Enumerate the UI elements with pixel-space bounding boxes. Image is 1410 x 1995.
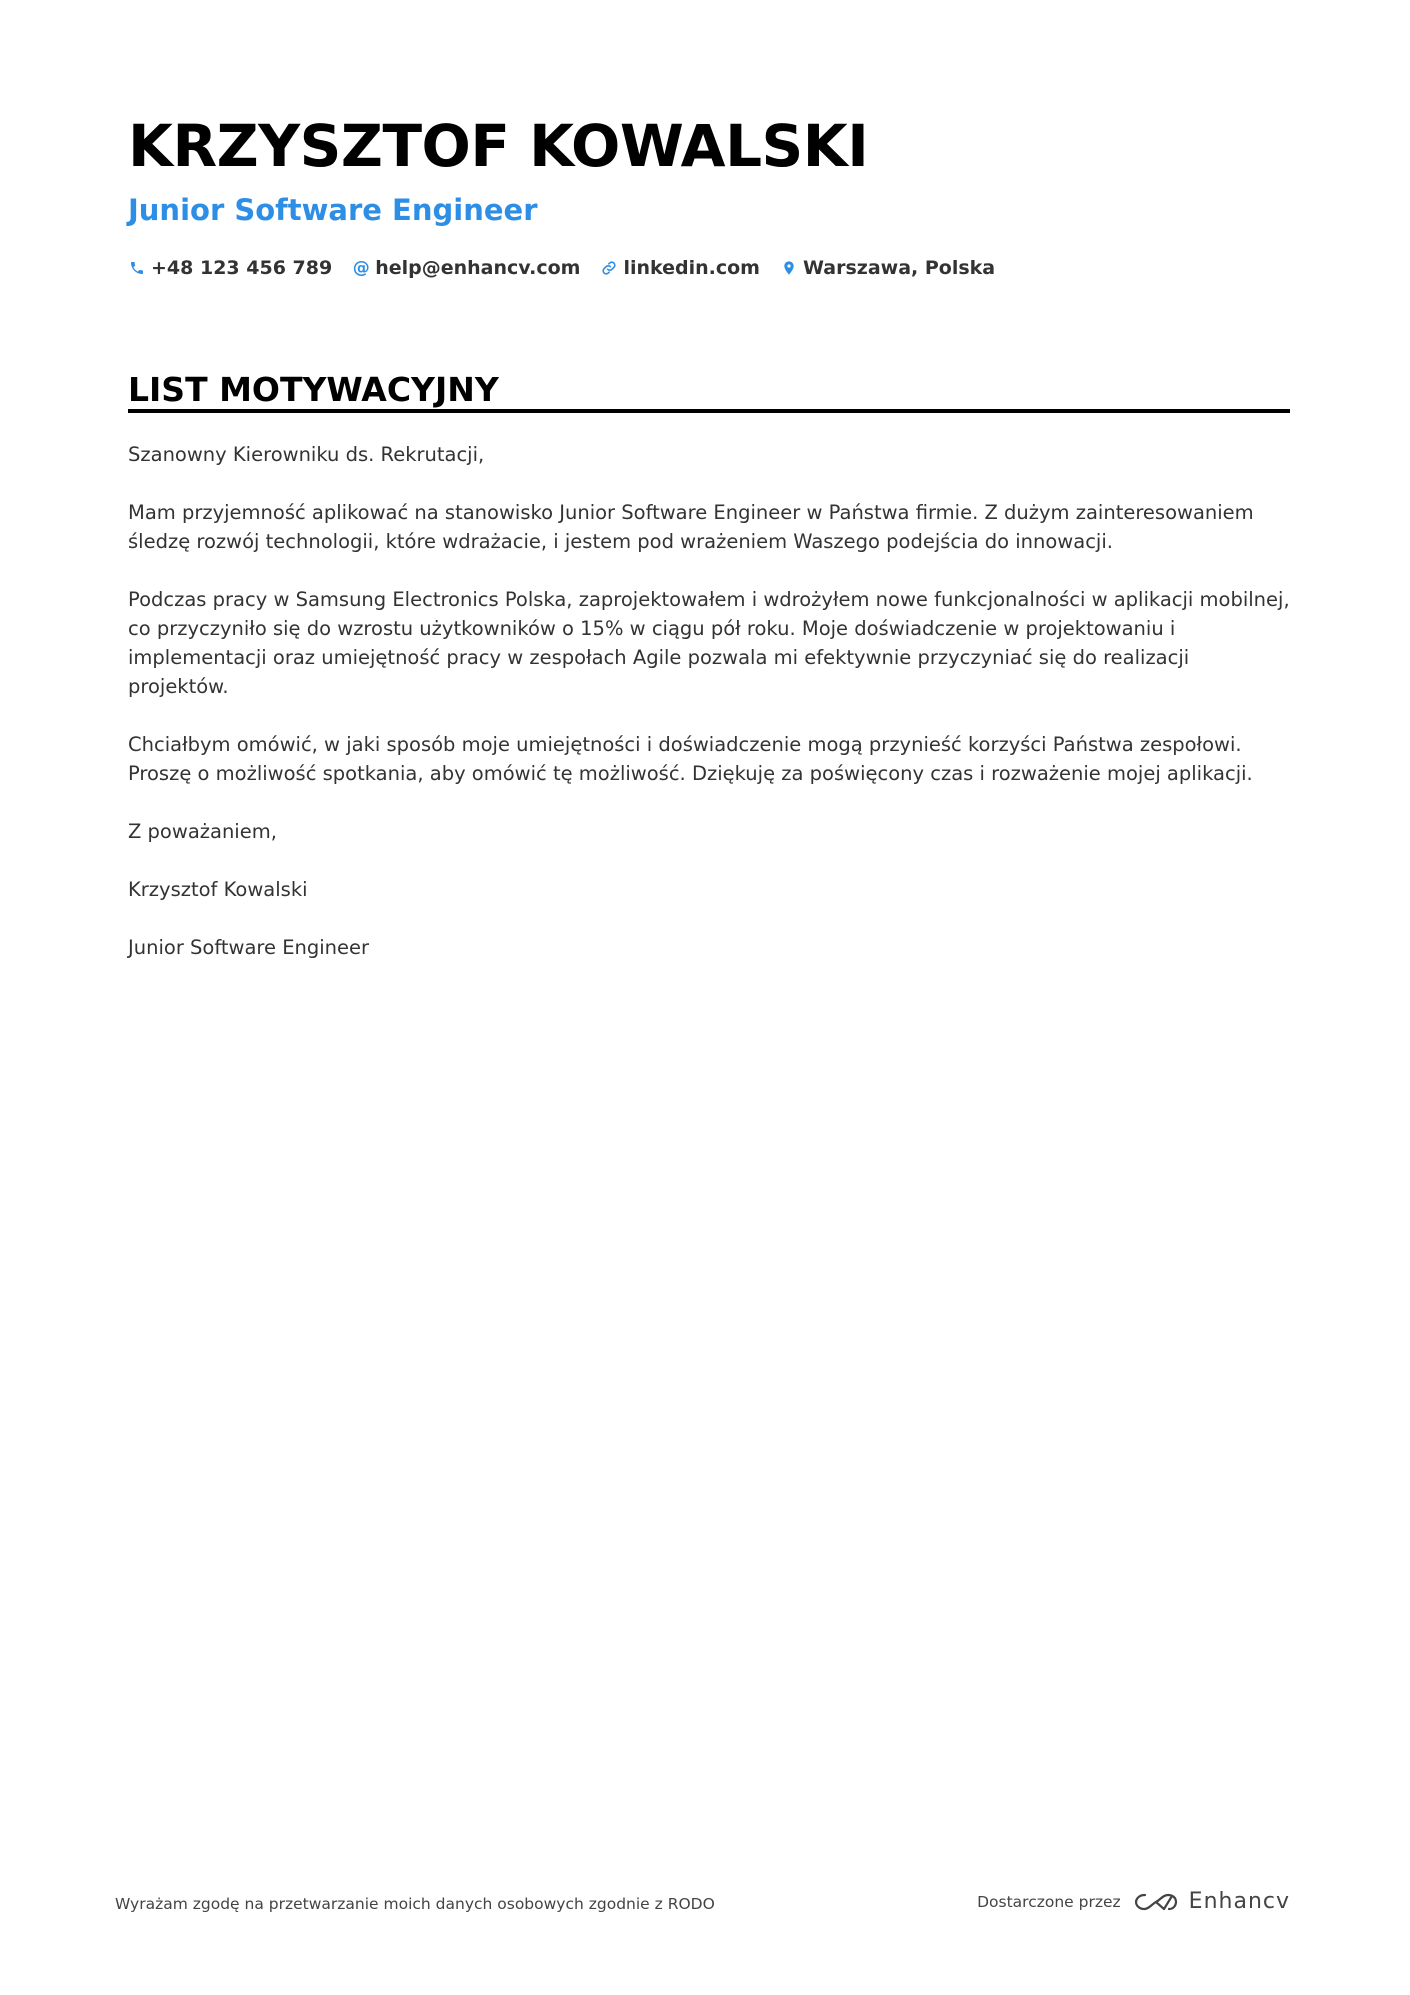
signature-title: Junior Software Engineer bbox=[128, 936, 370, 959]
letter-greeting: Szanowny Kierowniku ds. Rekrutacji, bbox=[128, 443, 485, 466]
cover-letter-page bbox=[128, 0, 1290, 1995]
letter-paragraph: Podczas pracy w Samsung Electronics Polska, zaprojektowałem i wdrożyłem nowe funkcjonalności w aplikacji mobilnej, co przyczyniło się do wzrostu użytkowników o 15% w ciągu pół roku. Moje doświadczenie w projektowaniu i implementacji oraz umiejętność pracy w zespołach Agile pozwala mi efektywnie przyczyniać się do realizacji projektów. bbox=[128, 588, 1290, 698]
contact-linkedin-text: linkedin.com bbox=[623, 257, 760, 279]
contact-location bbox=[780, 257, 995, 279]
enhancv-logo-icon bbox=[1133, 1890, 1179, 1914]
contact-location-text: Warszawa, Polska bbox=[802, 257, 996, 279]
link-icon bbox=[600, 259, 618, 277]
contact-phone[interactable] bbox=[128, 257, 332, 279]
letter-closing: Z poważaniem, bbox=[128, 820, 277, 843]
contact-phone-text: +48 123 456 789 bbox=[151, 257, 333, 279]
gdpr-consent-note: Wyrażam zgodę na przetwarzanie moich danych osobowych zgodnie z RODO bbox=[115, 1895, 715, 1913]
contact-email-text: help@enhancv.com bbox=[375, 257, 581, 279]
footer-branding[interactable] bbox=[977, 1889, 1290, 1914]
contact-linkedin[interactable] bbox=[600, 257, 760, 279]
delivered-by-label: Dostarczone przez bbox=[977, 1892, 1121, 1911]
phone-icon bbox=[128, 259, 146, 277]
signature-name: Krzysztof Kowalski bbox=[128, 878, 308, 901]
section-divider bbox=[128, 409, 1290, 413]
letter-paragraph: Mam przyjemność aplikować na stanowisko Junior Software Engineer w Państwa firmie. Z dużym zainteresowaniem śledzę rozwój technologii, które wdrażacie, i jestem pod wrażeniem Waszego podejścia do innowacji. bbox=[128, 501, 1254, 553]
contact-bar bbox=[128, 252, 1015, 284]
enhancv-logo-text: Enhancv bbox=[1188, 1889, 1290, 1914]
contact-email[interactable] bbox=[352, 257, 580, 279]
candidate-job-title: Junior Software Engineer bbox=[128, 193, 538, 227]
section-title: LIST MOTYWACYJNY bbox=[128, 370, 499, 409]
candidate-name: KRZYSZTOF KOWALSKI bbox=[128, 112, 869, 180]
location-pin-icon bbox=[780, 259, 798, 277]
letter-body bbox=[128, 440, 1290, 991]
at-icon: @ bbox=[352, 258, 370, 278]
letter-paragraph: Chciałbym omówić, w jaki sposób moje umiejętności i doświadczenie mogą przynieść korzyści Państwa zespołowi. Proszę o możliwość spotkania, aby omówić tę możliwość. Dziękuję za poświęcony czas i rozważenie mojej aplikacji. bbox=[128, 733, 1253, 785]
